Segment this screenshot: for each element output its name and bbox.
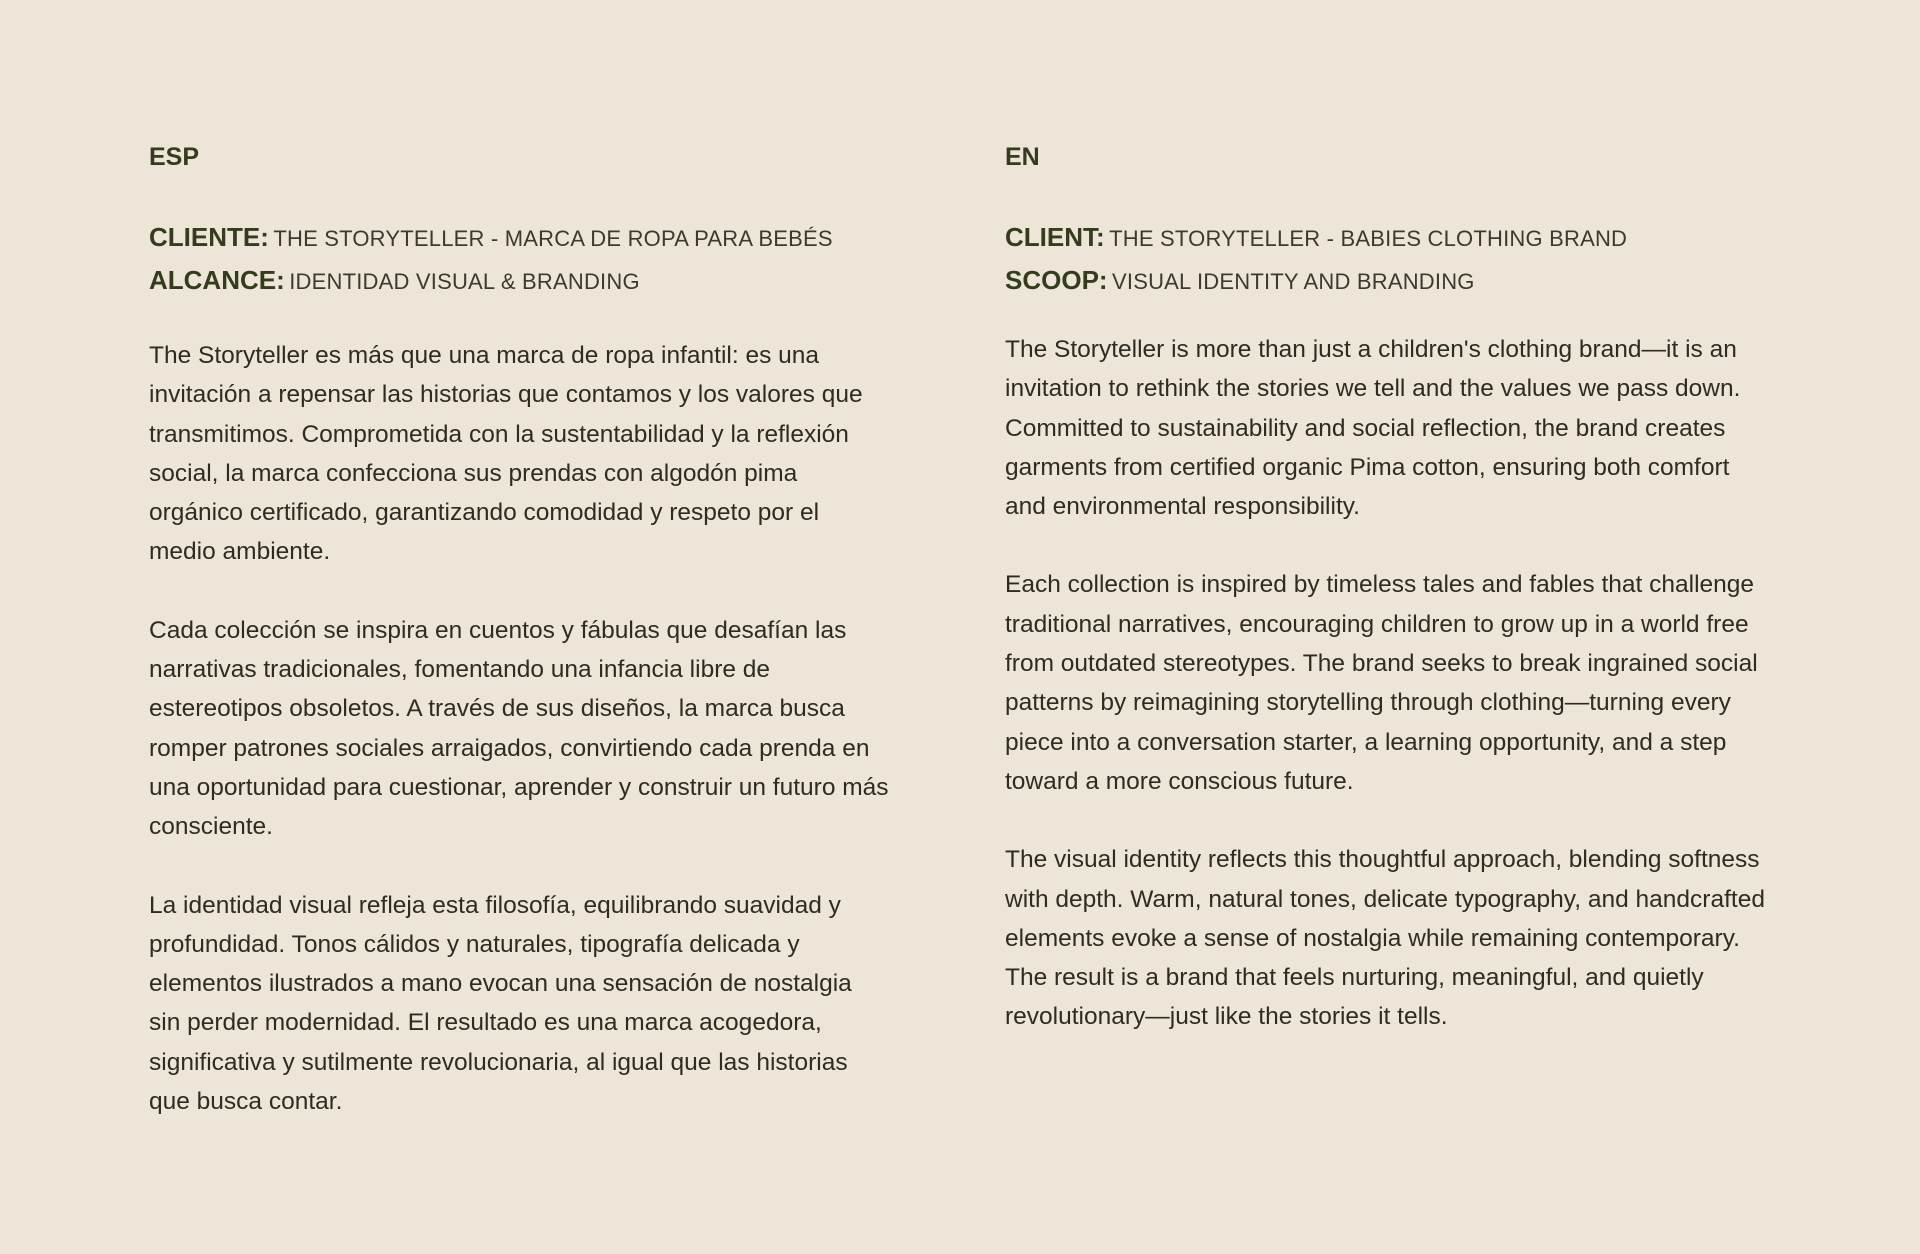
- spanish-scope-value: IDENTIDAD VISUAL & BRANDING: [289, 269, 640, 294]
- english-project-meta: [1005, 218, 1765, 304]
- spanish-column: [149, 140, 889, 1160]
- english-scope-row: [1005, 261, 1765, 304]
- spanish-scope-label: ALCANCE:: [149, 265, 285, 295]
- english-paragraph-1: The Storyteller is more than just a children's clothing brand—it is an invitation to rethink the stories we tell and the values we pass down. Committed to sustainability and social reflection, the brand creates garments from certified organic Pima cotton, ensuring both comfort and environmental responsibility.: [1005, 336, 1741, 521]
- spanish-heading: ESP: [149, 143, 200, 171]
- english-scope-value: VISUAL IDENTITY AND BRANDING: [1112, 269, 1475, 294]
- english-client-label: CLIENT:: [1005, 222, 1105, 252]
- english-client-value: THE STORYTELLER - BABIES CLOTHING BRAND: [1109, 226, 1628, 251]
- english-paragraph-3: The visual identity reflects this thoughtful approach, blending softness with depth. Warm, natural tones, delicate typography, and handcrafted elements evoke a sense of nostalgia while remaining contemporary. The result is a brand that feels nurturing, meaningful, and quietly revolutionary—just like the stories it tells.: [1005, 846, 1765, 1031]
- spanish-client-label: CLIENTE:: [149, 222, 269, 252]
- english-scope-label: SCOOP:: [1005, 265, 1108, 295]
- english-heading: EN: [1005, 143, 1040, 171]
- spanish-project-meta: [149, 218, 889, 304]
- english-description: [1005, 330, 1765, 1037]
- spanish-scope-row: [149, 261, 889, 304]
- spanish-client-row: [149, 218, 889, 261]
- spanish-paragraph-2: Cada colección se inspira en cuentos y fábulas que desafían las narrativas tradicionales, fomentando una infancia libre de estereotipos obsoletos. A través de sus diseños, la marca busca romper patrones sociales arraigados, convirtiendo cada prenda en una oportunidad para cuestionar, aprender y construir un futuro más consciente.: [149, 616, 889, 841]
- english-column: [1005, 140, 1765, 1076]
- spanish-paragraph-3: La identidad visual refleja esta filosofía, equilibrando suavidad y profundidad. Tonos cálidos y naturales, tipografía delicada y elementos ilustrados a mano evocan una sensación de nostalgia sin perder modernidad. El resultado es una marca acogedora, significativa y sutilmente revolucionaria, al igual que las historias que busca contar.: [149, 891, 852, 1116]
- english-paragraph-2: Each collection is inspired by timeless tales and fables that challenge traditional narratives, encouraging children to grow up in a world free from outdated stereotypes. The brand seeks to break ingrained social patterns by reimagining storytelling through clothing—turning every piece into a conversation starter, a learning opportunity, and a step toward a more conscious future.: [1005, 571, 1758, 795]
- spanish-paragraph-1: The Storyteller es más que una marca de ropa infantil: es una invitación a repensar las historias que contamos y los valores que transmitimos. Comprometida con la sustentabilidad y la reflexión social, la marca confecciona sus prendas con algodón pima orgánico certificado, garantizando comodidad y respeto por el medio ambiente.: [149, 342, 863, 566]
- spanish-client-value: THE STORYTELLER - MARCA DE ROPA PARA BEBÉS: [273, 226, 833, 251]
- spanish-description: [149, 336, 889, 1121]
- english-client-row: [1005, 218, 1765, 261]
